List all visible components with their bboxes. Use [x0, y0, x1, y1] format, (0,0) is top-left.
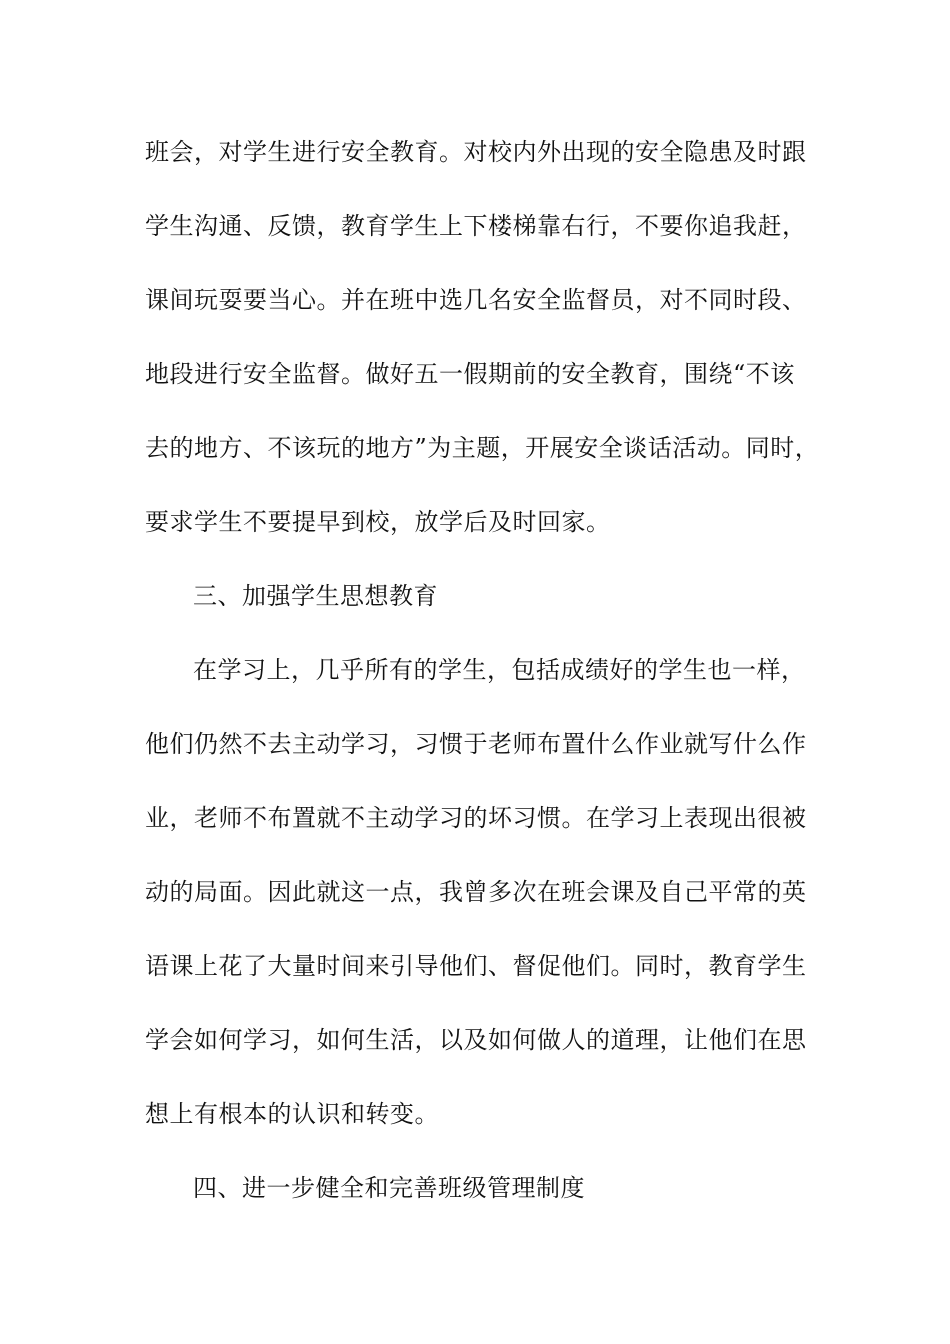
- text-line: 要求学生不要提早到校，放学后及时回家。: [145, 508, 611, 536]
- text-line: 班会，对学生进行安全教育。对校内外出现的安全隐患及时跟: [145, 138, 807, 166]
- section-heading-3: 三、加强学生思想教育: [193, 582, 438, 610]
- text-line: 学生沟通、反馈，教育学生上下楼梯靠右行，不要你追我赶，: [145, 212, 807, 240]
- text-line: 地段进行安全监督。做好五一假期前的安全教育，围绕“不该: [145, 360, 795, 388]
- text-line: 语课上花了大量时间来引导他们、督促他们。同时，教育学生: [145, 952, 807, 980]
- text-line: 他们仍然不去主动学习，习惯于老师布置什么作业就写什么作: [145, 730, 807, 758]
- text-line: 课间玩耍要当心。并在班中选几名安全监督员，对不同时段、: [145, 286, 807, 314]
- paragraph-start: 在学习上，几乎所有的学生，包括成绩好的学生也一样，: [193, 656, 806, 684]
- text-line: 学会如何学习，如何生活，以及如何做人的道理，让他们在思: [145, 1026, 807, 1054]
- text-line: 去的地方、不该玩的地方”为主题，开展安全谈话活动。同时，: [145, 434, 820, 462]
- text-line: 业，老师不布置就不主动学习的坏习惯。在学习上表现出很被: [145, 804, 807, 832]
- text-line: 动的局面。因此就这一点，我曾多次在班会课及自己平常的英: [145, 878, 807, 906]
- document-body: [145, 128, 835, 1238]
- section-heading-4: 四、进一步健全和完善班级管理制度: [193, 1174, 585, 1202]
- text-line: 想上有根本的认识和转变。: [145, 1100, 439, 1128]
